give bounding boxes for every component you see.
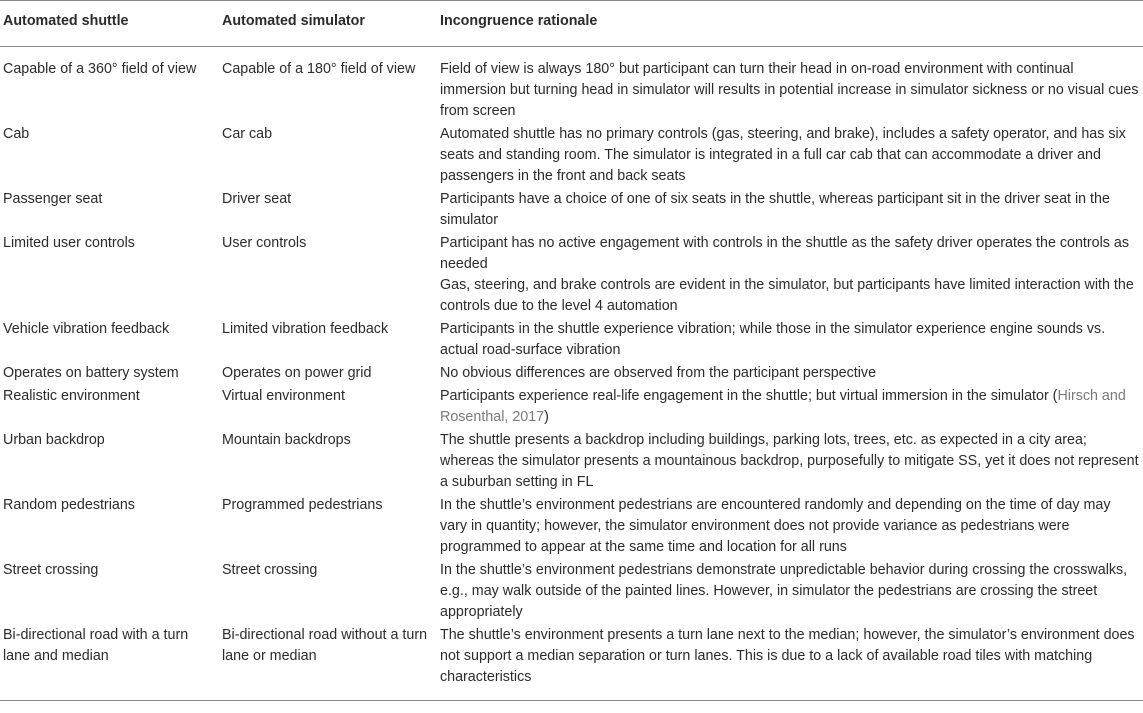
table-row xyxy=(0,319,1143,363)
rationale-cell xyxy=(437,233,1143,319)
rationale-cell: In the shuttle’s environment pedestrians demonstrate unpredictable behavior during crossing the crosswalks, e.g., may walk outside of the painted lines. However, in simulator the pedestrians are crossing the street appropriately xyxy=(440,562,1128,620)
header-incongruence-rationale: Incongruence rationale xyxy=(440,13,598,29)
rationale-cell: Participants in the shuttle experience vibration; while those in the simulator experience engine sounds vs. actual road-surface vibration xyxy=(440,321,1106,358)
rationale-text: Participants experience real-life engagement in the shuttle; but virtual immersion in the simulator ( xyxy=(440,388,1058,404)
rationale-cell: The shuttle’s environment presents a turn lane next to the median; however, the simulator’s environment does not support a median separation or turn lanes. This is due to a lack of available road tiles with matching characteristics xyxy=(440,627,1135,685)
rationale-cell xyxy=(437,386,1143,430)
rationale-cell: In the shuttle’s environment pedestrians are encountered randomly and depending on the time of day may vary in quantity; however, the simulator environment does not provide variance as pedestrians were programmed to appear at the same time and location for all runs xyxy=(440,497,1111,555)
rationale-paragraph: Participant has no active engagement with controls in the shuttle as the safety driver operates the controls as needed xyxy=(440,235,1130,272)
rationale-cell: Field of view is always 180° but participant can turn their head in on-road environment with continual immersion but turning head in simulator will results in potential increase in simulator sickness or no visual cues from screen xyxy=(440,61,1139,119)
shuttle-cell: Passenger seat xyxy=(3,191,103,207)
rationale-cell: Participants have a choice of one of six seats in the shuttle, whereas participant sit in the driver seat in the simulator xyxy=(440,191,1110,228)
header-row xyxy=(0,1,1143,47)
simulator-cell: Operates on power grid xyxy=(222,365,372,381)
shuttle-cell: Capable of a 360° field of view xyxy=(3,61,197,77)
simulator-cell: Capable of a 180° field of view xyxy=(222,61,416,77)
table-row xyxy=(0,363,1143,386)
simulator-cell: Street crossing xyxy=(222,562,318,578)
table-row xyxy=(0,625,1143,701)
citation-link[interactable]: Hirsch and Rosenthal, 2017 xyxy=(440,388,1126,425)
shuttle-cell: Limited user controls xyxy=(3,235,135,251)
table-row xyxy=(0,495,1143,560)
simulator-cell: Mountain backdrops xyxy=(222,432,351,448)
simulator-cell: Car cab xyxy=(222,126,273,142)
simulator-cell: Programmed pedestrians xyxy=(222,497,383,513)
shuttle-cell: Random pedestrians xyxy=(3,497,135,513)
table-row xyxy=(0,124,1143,189)
rationale-cell: No obvious differences are observed from the participant perspective xyxy=(440,365,877,381)
shuttle-cell: Urban backdrop xyxy=(3,432,105,448)
table-header xyxy=(0,1,1143,47)
simulator-cell: Driver seat xyxy=(222,191,292,207)
shuttle-cell: Realistic environment xyxy=(3,388,140,404)
header-automated-simulator: Automated simulator xyxy=(222,13,365,29)
simulator-cell: Virtual environment xyxy=(222,388,345,404)
rationale-text-end: ) xyxy=(544,409,549,425)
rationale-cell: Automated shuttle has no primary controls (gas, steering, and brake), includes a safety operator, and has six seats and standing room. The simulator is integrated in a full car cab that can accommodate a driver and passengers in the front and back seats xyxy=(440,126,1126,184)
shuttle-cell: Vehicle vibration feedback xyxy=(3,321,170,337)
table-row xyxy=(0,430,1143,495)
simulator-cell: User controls xyxy=(222,235,307,251)
table-row xyxy=(0,386,1143,430)
rationale-paragraph: Gas, steering, and brake controls are evident in the simulator, but participants have limited interaction with the controls due to the level 4 automation xyxy=(440,277,1134,314)
table-body xyxy=(0,47,1143,701)
table-row xyxy=(0,189,1143,233)
shuttle-cell: Street crossing xyxy=(3,562,99,578)
simulator-cell: Limited vibration feedback xyxy=(222,321,389,337)
shuttle-cell: Cab xyxy=(3,126,30,142)
table-row xyxy=(0,47,1143,125)
simulator-cell: Bi-directional road without a turn lane or median xyxy=(222,627,428,664)
rationale-cell: The shuttle presents a backdrop including buildings, parking lots, trees, etc. as expected in a city area; whereas the simulator presents a mountainous backdrop, purposefully to mitigate SS, yet it does not represent a suburban setting in FL xyxy=(440,432,1139,490)
table-row xyxy=(0,560,1143,625)
header-automated-shuttle: Automated shuttle xyxy=(3,13,129,29)
shuttle-cell: Bi-directional road with a turn lane and median xyxy=(3,627,189,664)
shuttle-cell: Operates on battery system xyxy=(3,365,179,381)
table-row xyxy=(0,233,1143,319)
